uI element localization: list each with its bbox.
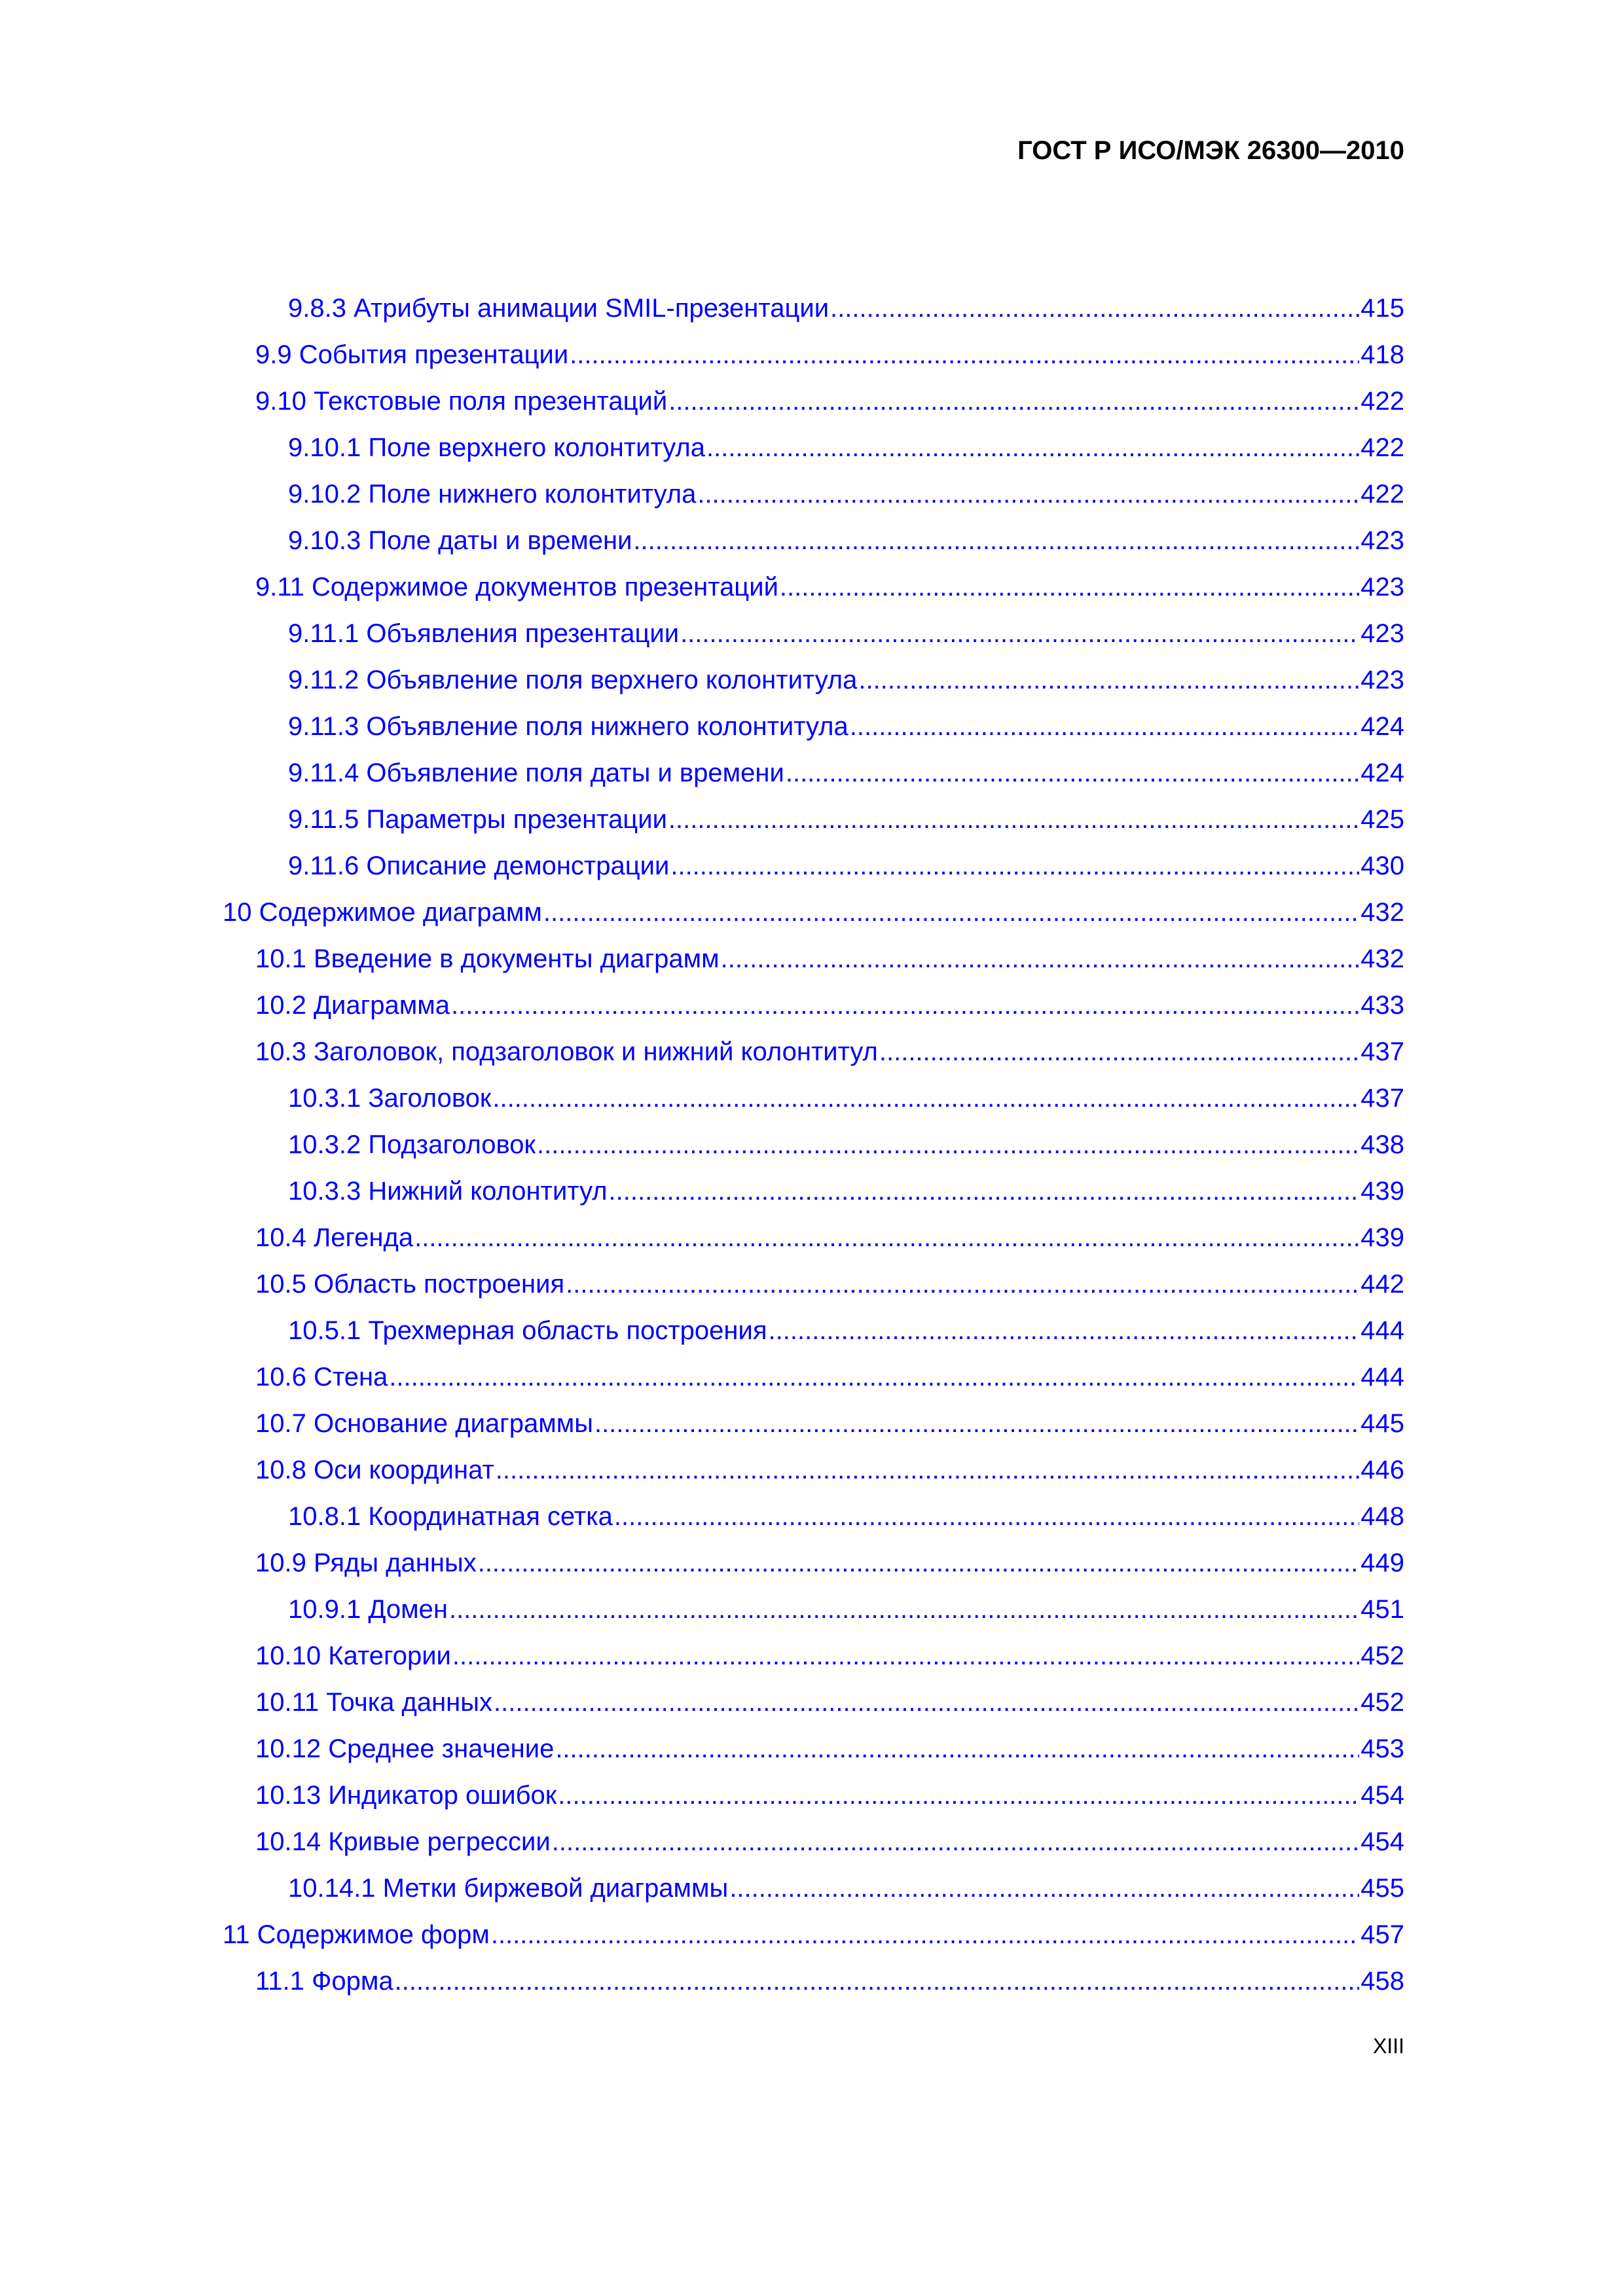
page-number: XIII <box>1372 2034 1404 2058</box>
toc-entry-title: 10.1 Введение в документы диаграмм <box>255 944 720 973</box>
toc-dot-leader <box>850 712 1360 742</box>
toc-dot-leader <box>449 1595 1359 1624</box>
toc-entry[interactable] <box>255 1679 1404 1726</box>
toc-dot-leader <box>478 1549 1360 1578</box>
toc-entry[interactable] <box>288 425 1404 471</box>
toc-entry[interactable] <box>288 285 1404 332</box>
toc-entry[interactable] <box>223 1912 1404 1958</box>
toc-dot-leader <box>668 805 1359 834</box>
toc-entry-title: 10.2 Диаграмма <box>255 991 450 1020</box>
toc-entry[interactable] <box>255 1401 1404 1447</box>
toc-entry-page: 442 <box>1360 1270 1404 1299</box>
toc-entry-page: 422 <box>1360 387 1404 416</box>
toc-entry-page: 444 <box>1360 1316 1404 1345</box>
toc-dot-leader <box>451 991 1359 1020</box>
toc-entry-title: 9.11 Содержимое документов презентаций <box>255 573 778 601</box>
toc-entry-title: 10.9.1 Домен <box>288 1595 448 1624</box>
toc-entry-title: 10.11 Точка данных <box>255 1688 493 1717</box>
toc-dot-leader <box>566 1270 1359 1299</box>
toc-entry-page: 454 <box>1360 1781 1404 1810</box>
toc-entry[interactable] <box>255 982 1404 1029</box>
toc-entry[interactable] <box>255 1447 1404 1494</box>
toc-entry-title: 10.6 Стена <box>255 1363 388 1391</box>
toc-entry-title: 9.10.1 Поле верхнего колонтитула <box>288 433 705 462</box>
toc-entry-page: 455 <box>1360 1874 1404 1903</box>
toc-dot-leader <box>452 1641 1359 1671</box>
toc-entry-title: 9.8.3 Атрибуты анимации SMIL-презентации <box>288 294 830 323</box>
toc-entry-title: 10.4 Легенда <box>255 1223 414 1252</box>
toc-dot-leader <box>729 1874 1359 1903</box>
toc-entry[interactable] <box>255 1354 1404 1401</box>
toc-entry[interactable] <box>288 1308 1404 1354</box>
toc-entry-title: 9.11.3 Объявление поля нижнего колонтитула <box>288 712 848 741</box>
toc-entry[interactable] <box>288 1587 1404 1633</box>
toc-entry[interactable] <box>288 1865 1404 1912</box>
toc-entry-page: 430 <box>1360 852 1404 880</box>
toc-entry-title: 9.11.2 Объявление поля верхнего колонтитула <box>288 666 858 694</box>
toc-entry-title: 9.11.6 Описание демонстрации <box>288 852 670 880</box>
toc-dot-leader <box>858 666 1359 695</box>
toc-dot-leader <box>558 1781 1359 1810</box>
toc-entry-title: 10.12 Среднее значение <box>255 1734 555 1763</box>
toc-entry-title: 10 Содержимое диаграмм <box>223 898 542 927</box>
toc-dot-leader <box>389 1363 1359 1392</box>
toc-entry[interactable] <box>255 1958 1404 2005</box>
toc-entry[interactable] <box>288 704 1404 750</box>
toc-entry[interactable] <box>288 1075 1404 1122</box>
toc-entry-title: 10.5 Область построения <box>255 1270 565 1299</box>
toc-dot-leader <box>491 1920 1359 1950</box>
toc-entry[interactable] <box>255 1540 1404 1587</box>
toc-entry-page: 423 <box>1360 573 1404 601</box>
toc-entry-page: 424 <box>1360 759 1404 787</box>
toc-entry[interactable] <box>255 1726 1404 1772</box>
toc-entry[interactable] <box>255 332 1404 378</box>
toc-dot-leader <box>609 1177 1360 1206</box>
toc-entry[interactable] <box>288 750 1404 797</box>
toc-entry-title: 9.11.5 Параметры презентации <box>288 805 667 834</box>
toc-entry-page: 457 <box>1360 1920 1404 1949</box>
toc-entry-page: 415 <box>1360 294 1404 323</box>
toc-dot-leader <box>614 1502 1359 1532</box>
toc-entry-page: 452 <box>1360 1641 1404 1670</box>
toc-entry-title: 10.9 Ряды данных <box>255 1549 477 1577</box>
toc-entry-page: 452 <box>1360 1688 1404 1717</box>
toc-dot-leader <box>721 944 1360 974</box>
toc-entry-page: 449 <box>1360 1549 1404 1577</box>
toc-entry-page: 445 <box>1360 1409 1404 1438</box>
toc-dot-leader <box>668 387 1359 416</box>
toc-dot-leader <box>697 480 1359 509</box>
toc-dot-leader <box>706 433 1359 463</box>
toc-entry-page: 423 <box>1360 526 1404 555</box>
toc-dot-leader <box>552 1827 1360 1857</box>
toc-entry[interactable] <box>288 843 1404 889</box>
toc-entry[interactable] <box>255 936 1404 982</box>
toc-entry[interactable] <box>223 889 1404 936</box>
toc-dot-leader <box>594 1409 1359 1439</box>
toc-entry-title: 10.3.2 Подзаголовок <box>288 1130 536 1159</box>
toc-entry-page: 423 <box>1360 619 1404 648</box>
toc-dot-leader <box>537 1130 1359 1160</box>
toc-entry[interactable] <box>255 1029 1404 1075</box>
toc-entry-page: 422 <box>1360 433 1404 462</box>
toc-entry-title: 10.13 Индикатор ошибок <box>255 1781 557 1810</box>
toc-entry[interactable] <box>288 471 1404 518</box>
toc-entry[interactable] <box>255 1633 1404 1679</box>
toc-entry-title: 9.11.4 Объявление поля даты и времени <box>288 759 784 787</box>
toc-entry-title: 10.5.1 Трехмерная область построения <box>288 1316 767 1345</box>
toc-entry[interactable] <box>255 564 1404 611</box>
document-header: ГОСТ Р ИСО/МЭК 26300—2010 <box>1017 136 1404 165</box>
toc-entry-title: 10.8 Оси координат <box>255 1456 494 1484</box>
toc-entry[interactable] <box>288 518 1404 564</box>
toc-entry[interactable] <box>288 797 1404 843</box>
toc-entry-page: 458 <box>1360 1967 1404 1996</box>
toc-dot-leader <box>494 1688 1359 1717</box>
toc-entry-page: 451 <box>1360 1595 1404 1624</box>
toc-entry[interactable] <box>288 1494 1404 1540</box>
toc-entry-page: 422 <box>1360 480 1404 509</box>
toc-entry-page: 446 <box>1360 1456 1404 1484</box>
toc-dot-leader <box>395 1967 1360 1996</box>
toc-entry-page: 437 <box>1360 1084 1404 1113</box>
toc-dot-leader <box>633 526 1359 556</box>
toc-entry[interactable] <box>288 657 1404 704</box>
toc-entry-page: 432 <box>1360 898 1404 927</box>
toc-entry-title: 9.10 Текстовые поля презентаций <box>255 387 668 416</box>
toc-entry-page: 448 <box>1360 1502 1404 1531</box>
toc-entry-page: 453 <box>1360 1734 1404 1763</box>
toc-entry-page: 437 <box>1360 1037 1404 1066</box>
toc-entry[interactable] <box>288 1122 1404 1168</box>
toc-entry[interactable] <box>288 611 1404 657</box>
toc-dot-leader <box>414 1223 1359 1253</box>
toc-dot-leader <box>780 573 1359 602</box>
toc-dot-leader <box>680 619 1359 649</box>
toc-dot-leader <box>496 1456 1359 1485</box>
toc-dot-leader <box>769 1316 1360 1346</box>
toc-dot-leader <box>492 1084 1359 1113</box>
toc-entry-page: 433 <box>1360 991 1404 1020</box>
toc-entry-page: 418 <box>1360 340 1404 369</box>
toc-entry-page: 439 <box>1360 1223 1404 1252</box>
toc-entry-title: 10.8.1 Координатная сетка <box>288 1502 613 1531</box>
toc-entry-title: 9.10.3 Поле даты и времени <box>288 526 632 555</box>
toc-dot-leader <box>555 1734 1359 1764</box>
toc-entry-title: 10.14.1 Метки биржевой диаграммы <box>288 1874 729 1903</box>
toc-entry-title: 11 Содержимое форм <box>223 1920 490 1949</box>
toc-entry[interactable] <box>288 1168 1404 1215</box>
toc-dot-leader <box>879 1037 1359 1067</box>
toc-entry-title: 10.7 Основание диаграммы <box>255 1409 594 1438</box>
toc-entry-page: 439 <box>1360 1177 1404 1206</box>
toc-entry-title: 10.3.1 Заголовок <box>288 1084 492 1113</box>
toc-entry-title: 11.1 Форма <box>255 1967 393 1996</box>
toc-entry-title: 10.10 Категории <box>255 1641 451 1670</box>
toc-dot-leader <box>786 759 1359 788</box>
toc-entry-page: 444 <box>1360 1363 1404 1391</box>
toc-entry-title: 9.9 События презентации <box>255 340 569 369</box>
toc-entry-page: 454 <box>1360 1827 1404 1856</box>
toc-entry-page: 424 <box>1360 712 1404 741</box>
toc-dot-leader <box>670 852 1359 881</box>
toc-entry-title: 10.3 Заголовок, подзаголовок и нижний колонтитул <box>255 1037 878 1066</box>
toc-entry-page: 438 <box>1360 1130 1404 1159</box>
toc-entry[interactable] <box>255 1261 1404 1308</box>
toc-entry-title: 9.11.1 Объявления презентации <box>288 619 680 648</box>
toc-entry-page: 425 <box>1360 805 1404 834</box>
toc-entry[interactable] <box>255 1772 1404 1819</box>
toc-entry-title: 10.3.3 Нижний колонтитул <box>288 1177 608 1206</box>
toc-dot-leader <box>543 898 1359 927</box>
toc-dot-leader <box>830 294 1359 323</box>
toc-entry[interactable] <box>255 1215 1404 1261</box>
toc-entry-title: 9.10.2 Поле нижнего колонтитула <box>288 480 697 509</box>
toc-dot-leader <box>570 340 1359 370</box>
toc-entry-page: 432 <box>1360 944 1404 973</box>
toc-entry-page: 423 <box>1360 666 1404 694</box>
toc-entry-title: 10.14 Кривые регрессии <box>255 1827 551 1856</box>
toc-entry[interactable] <box>255 378 1404 425</box>
toc-entry[interactable] <box>255 1819 1404 1865</box>
